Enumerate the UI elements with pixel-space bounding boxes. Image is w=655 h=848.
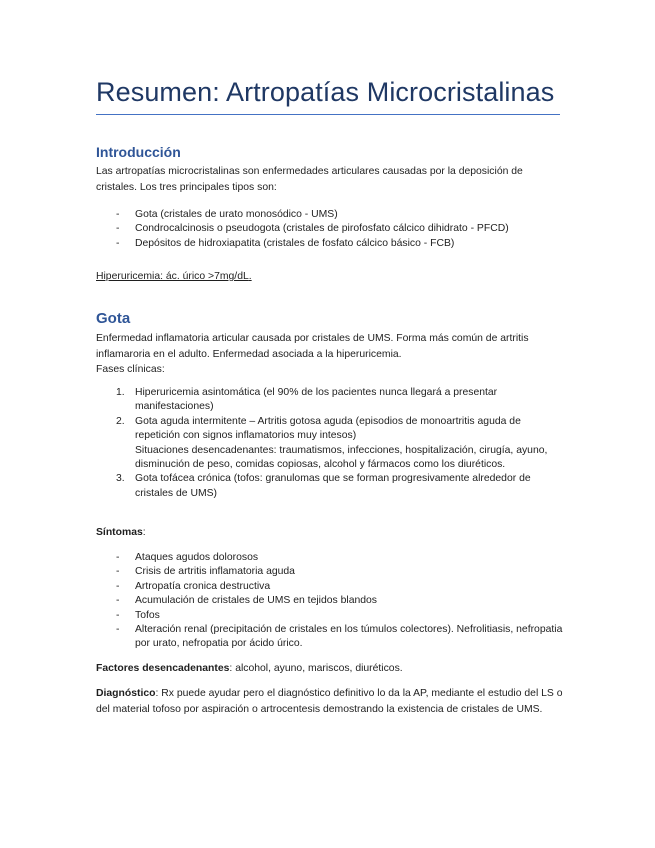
symptoms-list (96, 551, 566, 652)
title-underline (96, 114, 560, 115)
list-item: - Depósitos de hidroxiapatita (cristales de fosfato cálcico básico - FCB) (116, 237, 455, 249)
list-item: 2. Gota aguda intermitente – Artritis gotosa aguda (episodios de monoartritis aguda de repetición con signos inflamatorios muy intesos) Situaciones desencadenantes: traumatismos, infecciones, hospitalización, cirugía, ayuno, disminución de peso, comidas copiosas, alcohol y fármacos como los diuréticos. (116, 415, 548, 471)
factors-paragraph: Factores desencadenantes: alcohol, ayuno, mariscos, diuréticos. (96, 663, 403, 674)
list-item: 3. Gota tofácea crónica (tofos: granulomas que se forman progresivamente alrededor de cristales de UMS) (116, 473, 531, 499)
list-item: - Crisis de artritis inflamatoria aguda (116, 566, 295, 578)
list-item: 1. Hiperuricemia asintomática (el 90% de los pacientes nunca llegará a presentar manifestaciones) (116, 387, 498, 413)
list-item: - Condrocalcinosis o pseudogota (cristales de pirofosfato cálcico dihidrato - PFCD) (116, 223, 509, 235)
gota-paragraph: Enfermedad inflamatoria articular causada por cristales de UMS. Forma más común de artritis inflamaroria en el adulto. Enfermedad asociada a la hiperuricemia. Fases clínicas: (96, 333, 529, 375)
phases-list (96, 386, 566, 501)
list-item: - Tofos (116, 609, 160, 621)
list-item: - Acumulación de cristales de UMS en tejidos blandos (116, 595, 377, 607)
list-item: - Alteración renal (precipitación de cristales en los túmulos colectores). Nefrolitiasis, nefropatia por urato, nefropatia por ácido úrico. (116, 624, 563, 650)
gota-heading: Gota (96, 310, 131, 327)
hyperuricemia-note: Hiperuricemia: ác. úrico >7mg/dL. (96, 271, 252, 282)
page-title: Resumen: Artropatías Microcristalinas (96, 77, 555, 107)
intro-heading: Introducción (96, 144, 181, 160)
intro-paragraph: Las artropatías microcristalinas son enfermedades articulares causadas por la deposición de cristales. Los tres principales tipos son: (96, 166, 523, 193)
list-item: - Gota (cristales de urato monosódico - UMS) (116, 209, 338, 220)
list-item: - Ataques agudos dolorosos (116, 552, 259, 563)
diagnosis-paragraph: Diagnóstico: Rx puede ayudar pero el diagnóstico definitivo lo da la AP, mediante el estudio del LS o del material tofoso por aspiración o artrocentesis demostrando la existencia de cristales de UMS. (96, 688, 563, 715)
intro-list (96, 208, 566, 251)
symptoms-label: Síntomas: (96, 527, 146, 538)
list-item: - Artropatía cronica destructiva (116, 580, 271, 592)
